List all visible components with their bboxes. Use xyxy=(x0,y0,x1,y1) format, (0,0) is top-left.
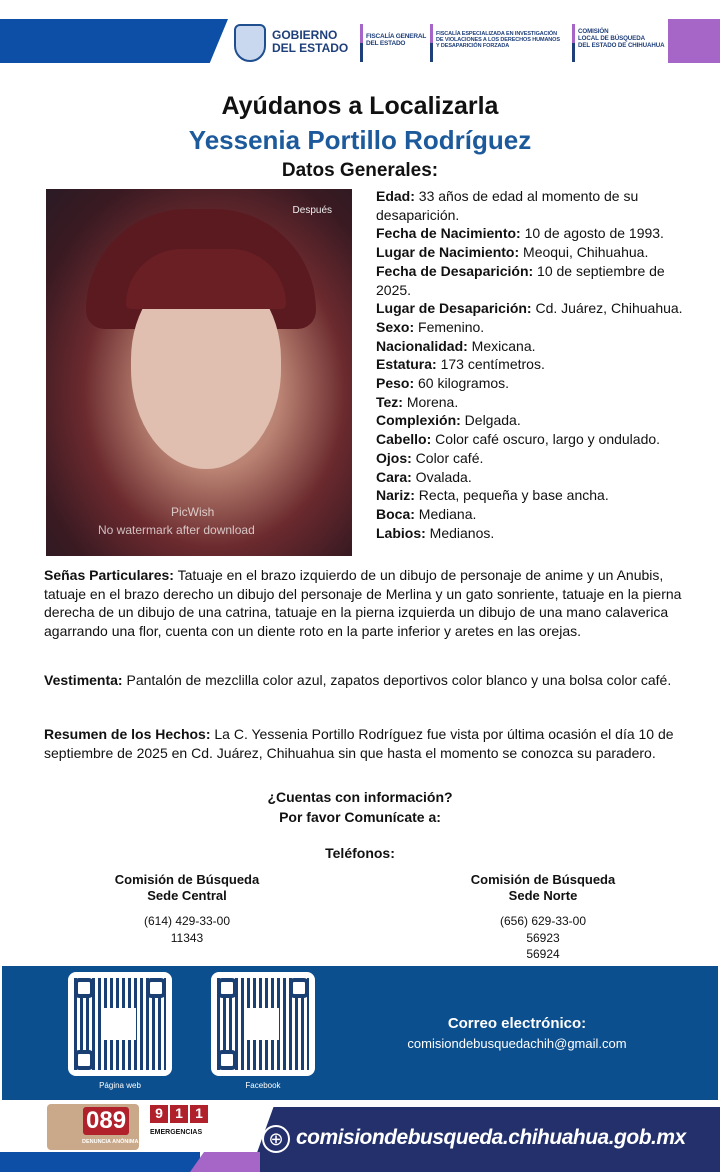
qr-code-web[interactable] xyxy=(68,972,172,1076)
field-value: 10 de septiembre de 2025. xyxy=(376,262,665,298)
field-row xyxy=(376,468,688,487)
watermark: No watermark after download xyxy=(98,523,255,537)
field-value: Mexicana. xyxy=(467,337,536,354)
field-row xyxy=(376,393,688,412)
footer-purple-strip xyxy=(190,1152,260,1172)
field-value: Delgada. xyxy=(460,412,521,429)
digit: 1 xyxy=(190,1105,208,1123)
com-line: COMISIÓN xyxy=(578,28,609,35)
field-label: Fecha de Desaparición: xyxy=(376,262,534,279)
field-label: Complexión: xyxy=(376,412,461,429)
header-purple-block xyxy=(668,19,720,63)
phone: 56923 xyxy=(526,930,560,945)
person-photo xyxy=(46,189,352,556)
fiscalia-line: DEL ESTADO xyxy=(366,40,406,48)
website-link[interactable]: comisiondebusqueda.chihuahua.gob.mx xyxy=(296,1126,686,1149)
state-shield-logo xyxy=(234,24,266,62)
logo-089-text: 089 xyxy=(83,1107,129,1135)
label: Resumen de los Hechos: xyxy=(44,726,211,742)
sede-title: Comisión de Búsqueda xyxy=(114,872,260,887)
digit: 1 xyxy=(170,1105,188,1123)
field-value: 10 de agosto de 1993. xyxy=(520,225,664,242)
field-row xyxy=(376,224,688,243)
gov-line1: GOBIERNO xyxy=(272,28,338,42)
field-label: Lugar de Nacimiento: xyxy=(376,244,520,261)
field-row xyxy=(376,355,688,374)
field-row xyxy=(376,374,688,393)
senas-particulares xyxy=(44,566,684,640)
field-value: Ovalada. xyxy=(411,468,472,485)
field-value: Color café. xyxy=(411,449,484,466)
phone: 56924 xyxy=(526,947,560,961)
field-value: Cd. Juárez, Chihuahua. xyxy=(531,300,683,317)
field-row xyxy=(376,505,688,524)
logo-911-sub: EMERGENCIAS xyxy=(150,1129,203,1136)
field-value: Meoqui, Chihuahua. xyxy=(519,244,649,261)
person-name: Yessenia Portillo Rodríguez xyxy=(188,125,532,155)
label: Vestimenta: xyxy=(44,672,123,688)
photo-tag: Después xyxy=(292,205,332,216)
field-label: Cara: xyxy=(376,468,412,485)
watermark: PicWish xyxy=(171,505,215,519)
value: Tatuaje en el brazo izquierdo de un dibujo de personaje de anime y un Anubis, tatuaje en el brazo derecho un dibujo del personaje de Merlina y un gato sonriente, tatuaje en la pierna derecha de un dibujo de una catrina, tatuaje en la pierna izquierda un dibujo de una mano calaverica agarrando una flor, cuenta con un diente roto en la parte inferior y aretes en las orejas. xyxy=(44,567,682,639)
com-line: DEL ESTADO DE CHIHUAHUA xyxy=(578,41,665,49)
field-label: Nacionalidad: xyxy=(376,337,468,354)
page-title: Ayúdanos a Localizarla xyxy=(221,92,499,120)
field-value: 33 años de edad al momento de su desaparición. xyxy=(376,188,639,223)
field-row xyxy=(376,449,688,468)
divider xyxy=(430,24,433,62)
value: La C. Yessenia Portillo Rodríguez fue vista por última ocasión el día 10 de septiembre de 2025 en Cd. Juárez, Chihuahua sin que hasta el momento se conozca su paradero. xyxy=(44,726,674,761)
esp-line: FISCALÍA ESPECIALIZADA EN INVESTIGACIÓN xyxy=(436,31,557,37)
gobierno-logo xyxy=(272,29,348,55)
field-value: Femenino. xyxy=(414,318,485,335)
field-label: Nariz: xyxy=(376,487,415,504)
logo-911 xyxy=(150,1105,212,1151)
field-row xyxy=(376,299,688,318)
sede-central xyxy=(57,872,317,946)
divider xyxy=(572,24,575,62)
field-row xyxy=(376,318,688,337)
field-row xyxy=(376,430,688,449)
phone: 11343 xyxy=(170,930,204,945)
email-label: Correo electrónico: xyxy=(447,1015,587,1032)
especializada-logo xyxy=(436,31,560,49)
phones-label: Teléfonos: xyxy=(325,845,395,861)
fiscalia-logo xyxy=(366,33,426,47)
field-value: Color café oscuro, largo y ondulado. xyxy=(431,431,661,448)
field-label: Boca: xyxy=(376,505,415,522)
field-row xyxy=(376,411,688,430)
field-row xyxy=(376,262,688,299)
field-label: Estatura: xyxy=(376,356,437,373)
field-label: Fecha de Nacimiento: xyxy=(376,225,521,242)
field-label: Peso: xyxy=(376,375,415,392)
com-line: LOCAL DE BÚSQUEDA xyxy=(578,34,645,42)
globe-icon: ⊕ xyxy=(262,1125,290,1153)
field-value: 173 centímetros. xyxy=(436,356,545,373)
field-label: Ojos: xyxy=(376,449,412,466)
field-label: Sexo: xyxy=(376,318,415,335)
qr-label-web: Página web xyxy=(99,1081,141,1090)
field-label: Edad: xyxy=(376,188,415,204)
phone: (656) 629-33-00 xyxy=(499,914,587,928)
logo-089 xyxy=(47,1104,139,1150)
resumen-hechos xyxy=(44,725,684,762)
header-blue-band xyxy=(0,19,228,63)
field-value: Medianos. xyxy=(425,524,495,541)
sede-norte xyxy=(413,872,673,963)
field-row xyxy=(376,243,688,262)
field-value: Morena. xyxy=(402,393,459,410)
field-value: 60 kilogramos. xyxy=(414,375,510,392)
contact-question: ¿Cuentas con información? xyxy=(267,789,453,805)
sede-name: Sede Central xyxy=(147,888,227,903)
gov-line2: DEL ESTADO xyxy=(272,41,349,56)
qr-label-facebook: Facebook xyxy=(245,1081,281,1090)
field-label: Cabello: xyxy=(376,431,432,448)
vestimenta xyxy=(44,671,684,690)
email-link[interactable]: comisiondebusquedachih@gmail.com xyxy=(407,1036,627,1051)
digit: 9 xyxy=(150,1105,168,1123)
divider xyxy=(360,24,363,62)
section-title: Datos Generales: xyxy=(281,160,439,181)
field-label: Labios: xyxy=(376,524,426,541)
field-value: Recta, pequeña y base ancha. xyxy=(414,487,609,504)
sede-name: Sede Norte xyxy=(508,888,578,903)
general-data-list xyxy=(376,187,688,542)
qr-code-facebook[interactable] xyxy=(211,972,315,1076)
phone: (614) 429-33-00 xyxy=(143,914,231,928)
field-row xyxy=(376,524,688,543)
field-label: Lugar de Desaparición: xyxy=(376,300,532,317)
field-row xyxy=(376,337,688,356)
comision-logo xyxy=(578,29,665,49)
logo-089-sub: DENUNCIA ANÓNIMA xyxy=(82,1139,139,1145)
contact-please: Por favor Comunícate a: xyxy=(279,809,441,825)
value: Pantalón de mezclilla color azul, zapatos deportivos color blanco y una bolsa color café. xyxy=(122,672,672,688)
sede-title: Comisión de Búsqueda xyxy=(470,872,616,887)
field-row xyxy=(376,187,688,224)
esp-line: Y DESAPARICIÓN FORZADA xyxy=(436,43,510,50)
fiscalia-line: FISCALÍA GENERAL xyxy=(366,33,427,40)
label: Señas Particulares: xyxy=(44,567,174,583)
footer-blue-strip xyxy=(0,1152,200,1172)
esp-line: DE VIOLACIONES A LOS DERECHOS HUMANOS xyxy=(436,37,560,44)
field-value: Mediana. xyxy=(414,505,477,522)
field-row xyxy=(376,486,688,505)
field-label: Tez: xyxy=(376,393,403,410)
